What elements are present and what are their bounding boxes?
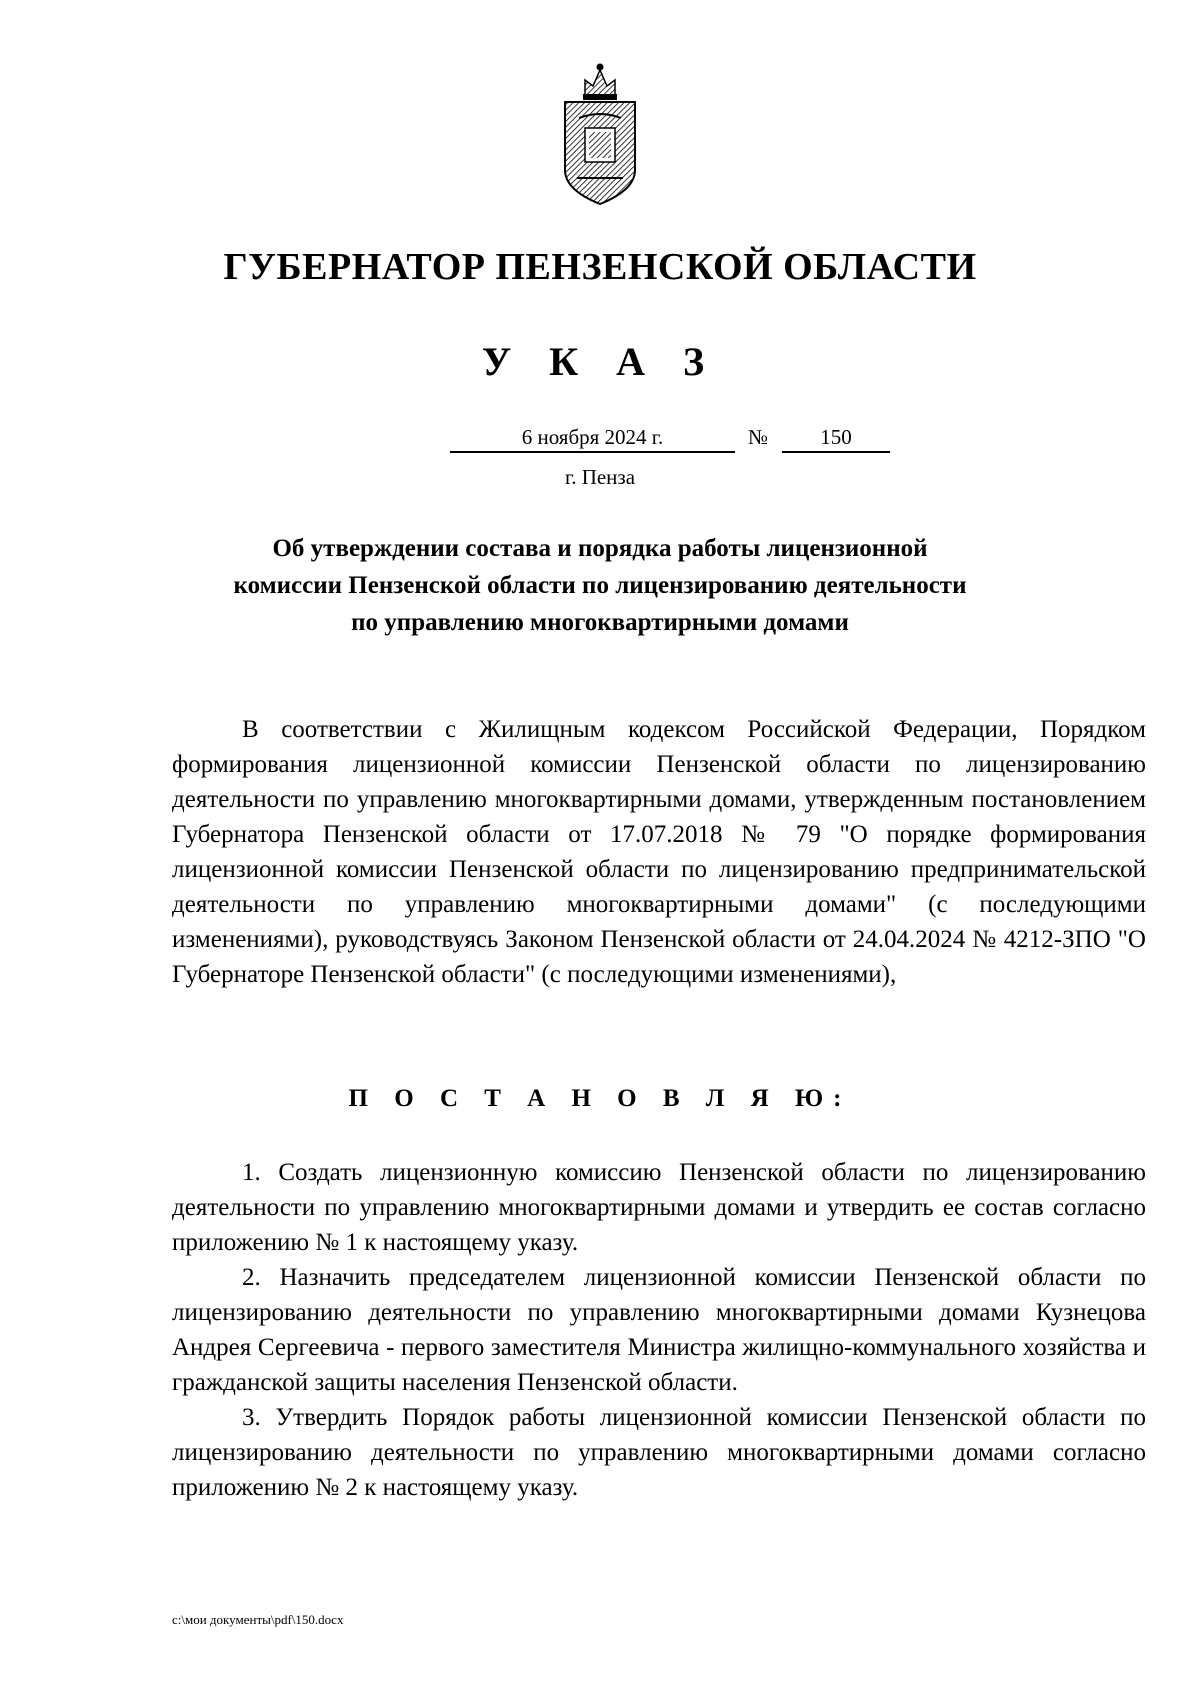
document-date-number-line — [450, 425, 890, 457]
preamble-section — [172, 712, 1146, 992]
document-title — [0, 530, 1200, 641]
issuing-authority: ГУБЕРНАТОР ПЕНЗЕНСКОЙ ОБЛАСТИ — [223, 246, 977, 288]
decree-item-2: 2. Назначить председателем лицензионной комиссии Пензенской области по лицензированию деятельности по управлению многоквартирными домами Кузнецова Андрея Сергеевича - первого заместителя Министра жилищно-коммунального хозяйства и гражданской защиты населения Пензенской области. — [172, 1264, 1146, 1396]
decree-items — [172, 1155, 1146, 1505]
decree-item-3: 3. Утвердить Порядок работы лицензионной комиссии Пензенской области по лицензированию деятельности по управлению многоквартирными домами согласно приложению № 2 к настоящему указу. — [172, 1404, 1146, 1501]
document-number: 150 — [782, 425, 890, 453]
title-line-2: комиссии Пензенской области по лицензированию деятельности — [233, 572, 967, 599]
decree-heading: П О С Т А Н О В Л Я Ю: — [348, 1085, 852, 1112]
decree-item-1: 1. Создать лицензионную комиссию Пензенской области по лицензированию деятельности по управлению многоквартирными домами и утвердить ее состав согласно приложению № 1 к настоящему указу. — [172, 1159, 1146, 1256]
preamble-paragraph: В соответствии с Жилищным кодексом Российской Федерации, Порядком формирования лицензионной комиссии Пензенской области по лицензированию деятельности по управлению многоквартирными домами, утвержденным постановлением Губернатора Пензенской области от 17.07.2018 № 79 "О порядке формирования лицензионной комиссии Пензенской области по лицензированию предпринимательской деятельности по управлению многоквартирными домами" (с последующими изменениями), руководствуясь Законом Пензенской области от 24.04.2024 № 4212-ЗПО "О Губернаторе Пензенской области" (с последующими изменениями), — [172, 716, 1146, 988]
number-sign: № — [748, 425, 769, 449]
document-city: г. Пенза — [564, 465, 636, 489]
document-type: У К А З — [481, 339, 719, 384]
title-line-3: по управлению многоквартирными домами — [351, 609, 849, 636]
title-line-1: Об утверждении состава и порядка работы лицензионной — [272, 535, 928, 562]
coat-of-arms-icon — [555, 58, 645, 208]
file-path-footer: c:\мои документы\pdf\150.docx — [172, 1612, 344, 1627]
document-date: 6 ноября 2024 г. — [450, 425, 735, 453]
